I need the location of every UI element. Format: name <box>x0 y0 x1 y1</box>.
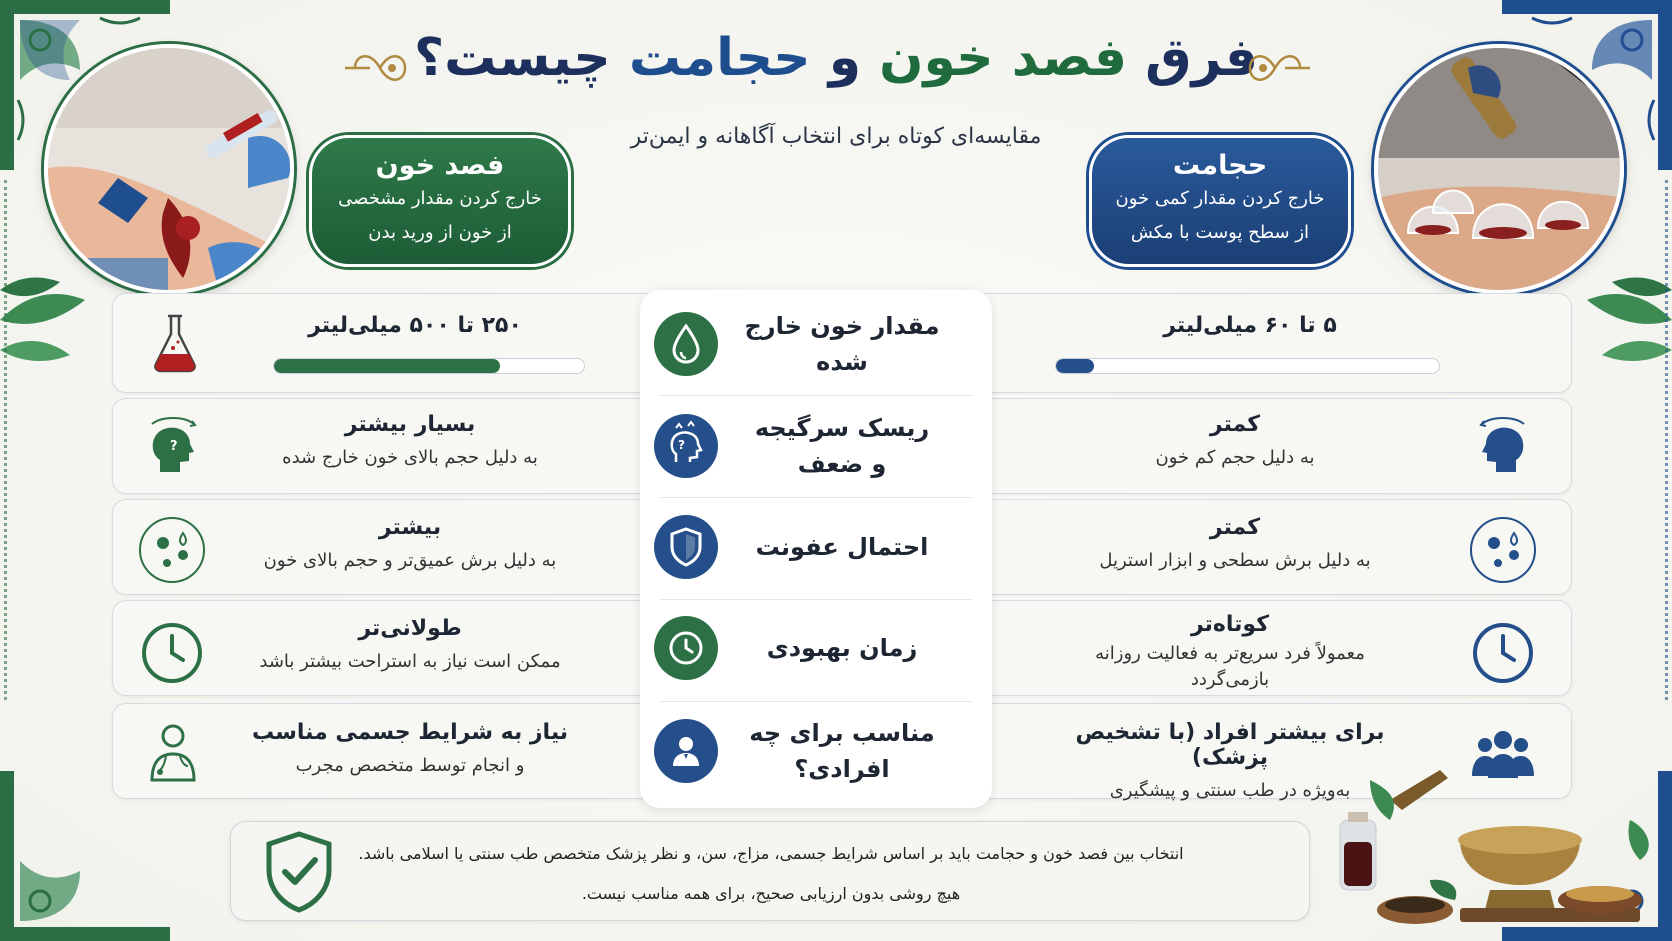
criterion-infection-label: احتمال عفونت <box>755 533 929 561</box>
bloodletting-badge <box>309 135 571 267</box>
svg-text:?: ? <box>678 438 685 452</box>
bloodletting-infection: بیشتر به دلیل برش عمیق‌تر و حجم بالای خون <box>263 515 557 571</box>
bloodletting-photo <box>44 44 294 294</box>
clock-icon-left <box>137 618 207 688</box>
criterion-dizziness-label: ریسک سرگیجه و ضعف <box>754 414 930 478</box>
criterion-recovery-label: زمان بهبودی <box>766 634 918 662</box>
advice-note <box>230 821 1310 921</box>
bloodletting-dizziness: بسیار بیشتر به دلیل حجم بالای خون خارج شده <box>282 412 538 468</box>
doctor-icon <box>138 716 208 786</box>
cupping-badge <box>1089 135 1351 267</box>
bloodletting-blood-amount: ۲۵۰ تا ۵۰۰ میلی‌لیتر <box>308 313 522 338</box>
germs-icon-right <box>1468 515 1538 585</box>
criterion-suitability <box>640 703 992 799</box>
cupping-blood-amount: ۵ تا ۶۰ میلی‌لیتر <box>1163 313 1337 338</box>
bloodletting-suitability: نیاز به شرایط جسمی مناسب و انجام توسط متخصص مجرب <box>251 720 569 776</box>
dizzy-head-icon-right <box>1468 410 1538 480</box>
cupping-photo <box>1374 44 1624 294</box>
leaf-decoration-right <box>1582 260 1672 380</box>
shield-icon <box>654 515 718 579</box>
bloodletting-badge-line1: خارج کردن مقدار مشخصی <box>338 188 542 209</box>
criterion-infection <box>640 499 992 595</box>
criterion-dizziness <box>640 398 992 494</box>
cupping-dizziness: کمتر به دلیل حجم کم خون <box>1155 412 1315 468</box>
mortar-herbs-illustration <box>1330 760 1660 941</box>
bloodletting-badge-line2: از خون از ورید بدن <box>368 222 512 243</box>
title-flourish-right <box>1245 45 1315 91</box>
side-vine-right <box>1660 180 1668 700</box>
criterion-suitability-label: مناسب برای چه افرادی؟ <box>749 719 935 783</box>
cupping-badge-line1: خارج کردن مقدار کمی خون <box>1115 188 1325 209</box>
bloodletting-recovery: طولانی‌تر ممکن است نیاز به استراحت بیشتر باشد <box>259 616 561 672</box>
dizzy-head-icon <box>654 414 718 478</box>
bloodletting-amount-bar <box>273 358 585 374</box>
advice-note-line2: هیچ روشی بدون ارزیابی صحیح، برای همه مناسب نیست. <box>581 884 961 903</box>
title-flourish-left <box>340 45 410 91</box>
cupping-recovery: کوتاه‌تر معمولاً فرد سریع‌تر به فعالیت روزانه بازمی‌گردد <box>1095 612 1365 690</box>
cupping-amount-bar <box>1055 358 1440 374</box>
criterion-blood-amount <box>640 296 992 392</box>
cupping-badge-line2: از سطح پوست با مکش <box>1130 222 1310 243</box>
flask-icon <box>140 306 210 376</box>
cupping-suitability: برای بیشتر افراد (با تشخیص پزشک) به‌ویژه در طب سنتی و پیشگیری <box>1075 720 1385 801</box>
cupping-badge-title: حجامت <box>1172 150 1268 181</box>
blood-drop-icon <box>654 312 718 376</box>
advice-note-line1: انتخاب بین فصد خون و حجامت باید بر اساس شرایط جسمی، مزاج، سن، و نظر پزشک متخصص طب سنتی یا اسلامی باشد. <box>358 844 1184 863</box>
person-icon <box>654 719 718 783</box>
page-title: فرق فصد خون و حجامت چیست؟ <box>413 28 1259 88</box>
bloodletting-badge-title: فصد خون <box>375 150 505 181</box>
germs-icon-left <box>137 515 207 585</box>
leaf-decoration-left <box>0 260 90 380</box>
criterion-recovery <box>640 600 992 696</box>
clock-icon <box>654 616 718 680</box>
page-subtitle: مقایسه‌ای کوتاه برای انتخاب آگاهانه و ایمن‌تر <box>630 124 1042 149</box>
cupping-infection: کمتر به دلیل برش سطحی و ابزار استریل <box>1099 515 1371 571</box>
criterion-blood-amount-label: مقدار خون خارج شده <box>744 312 940 376</box>
svg-text:?: ? <box>170 439 178 454</box>
side-vine-left <box>4 180 12 700</box>
dizzy-head-icon-left <box>138 410 208 480</box>
clock-icon-right <box>1468 618 1538 688</box>
